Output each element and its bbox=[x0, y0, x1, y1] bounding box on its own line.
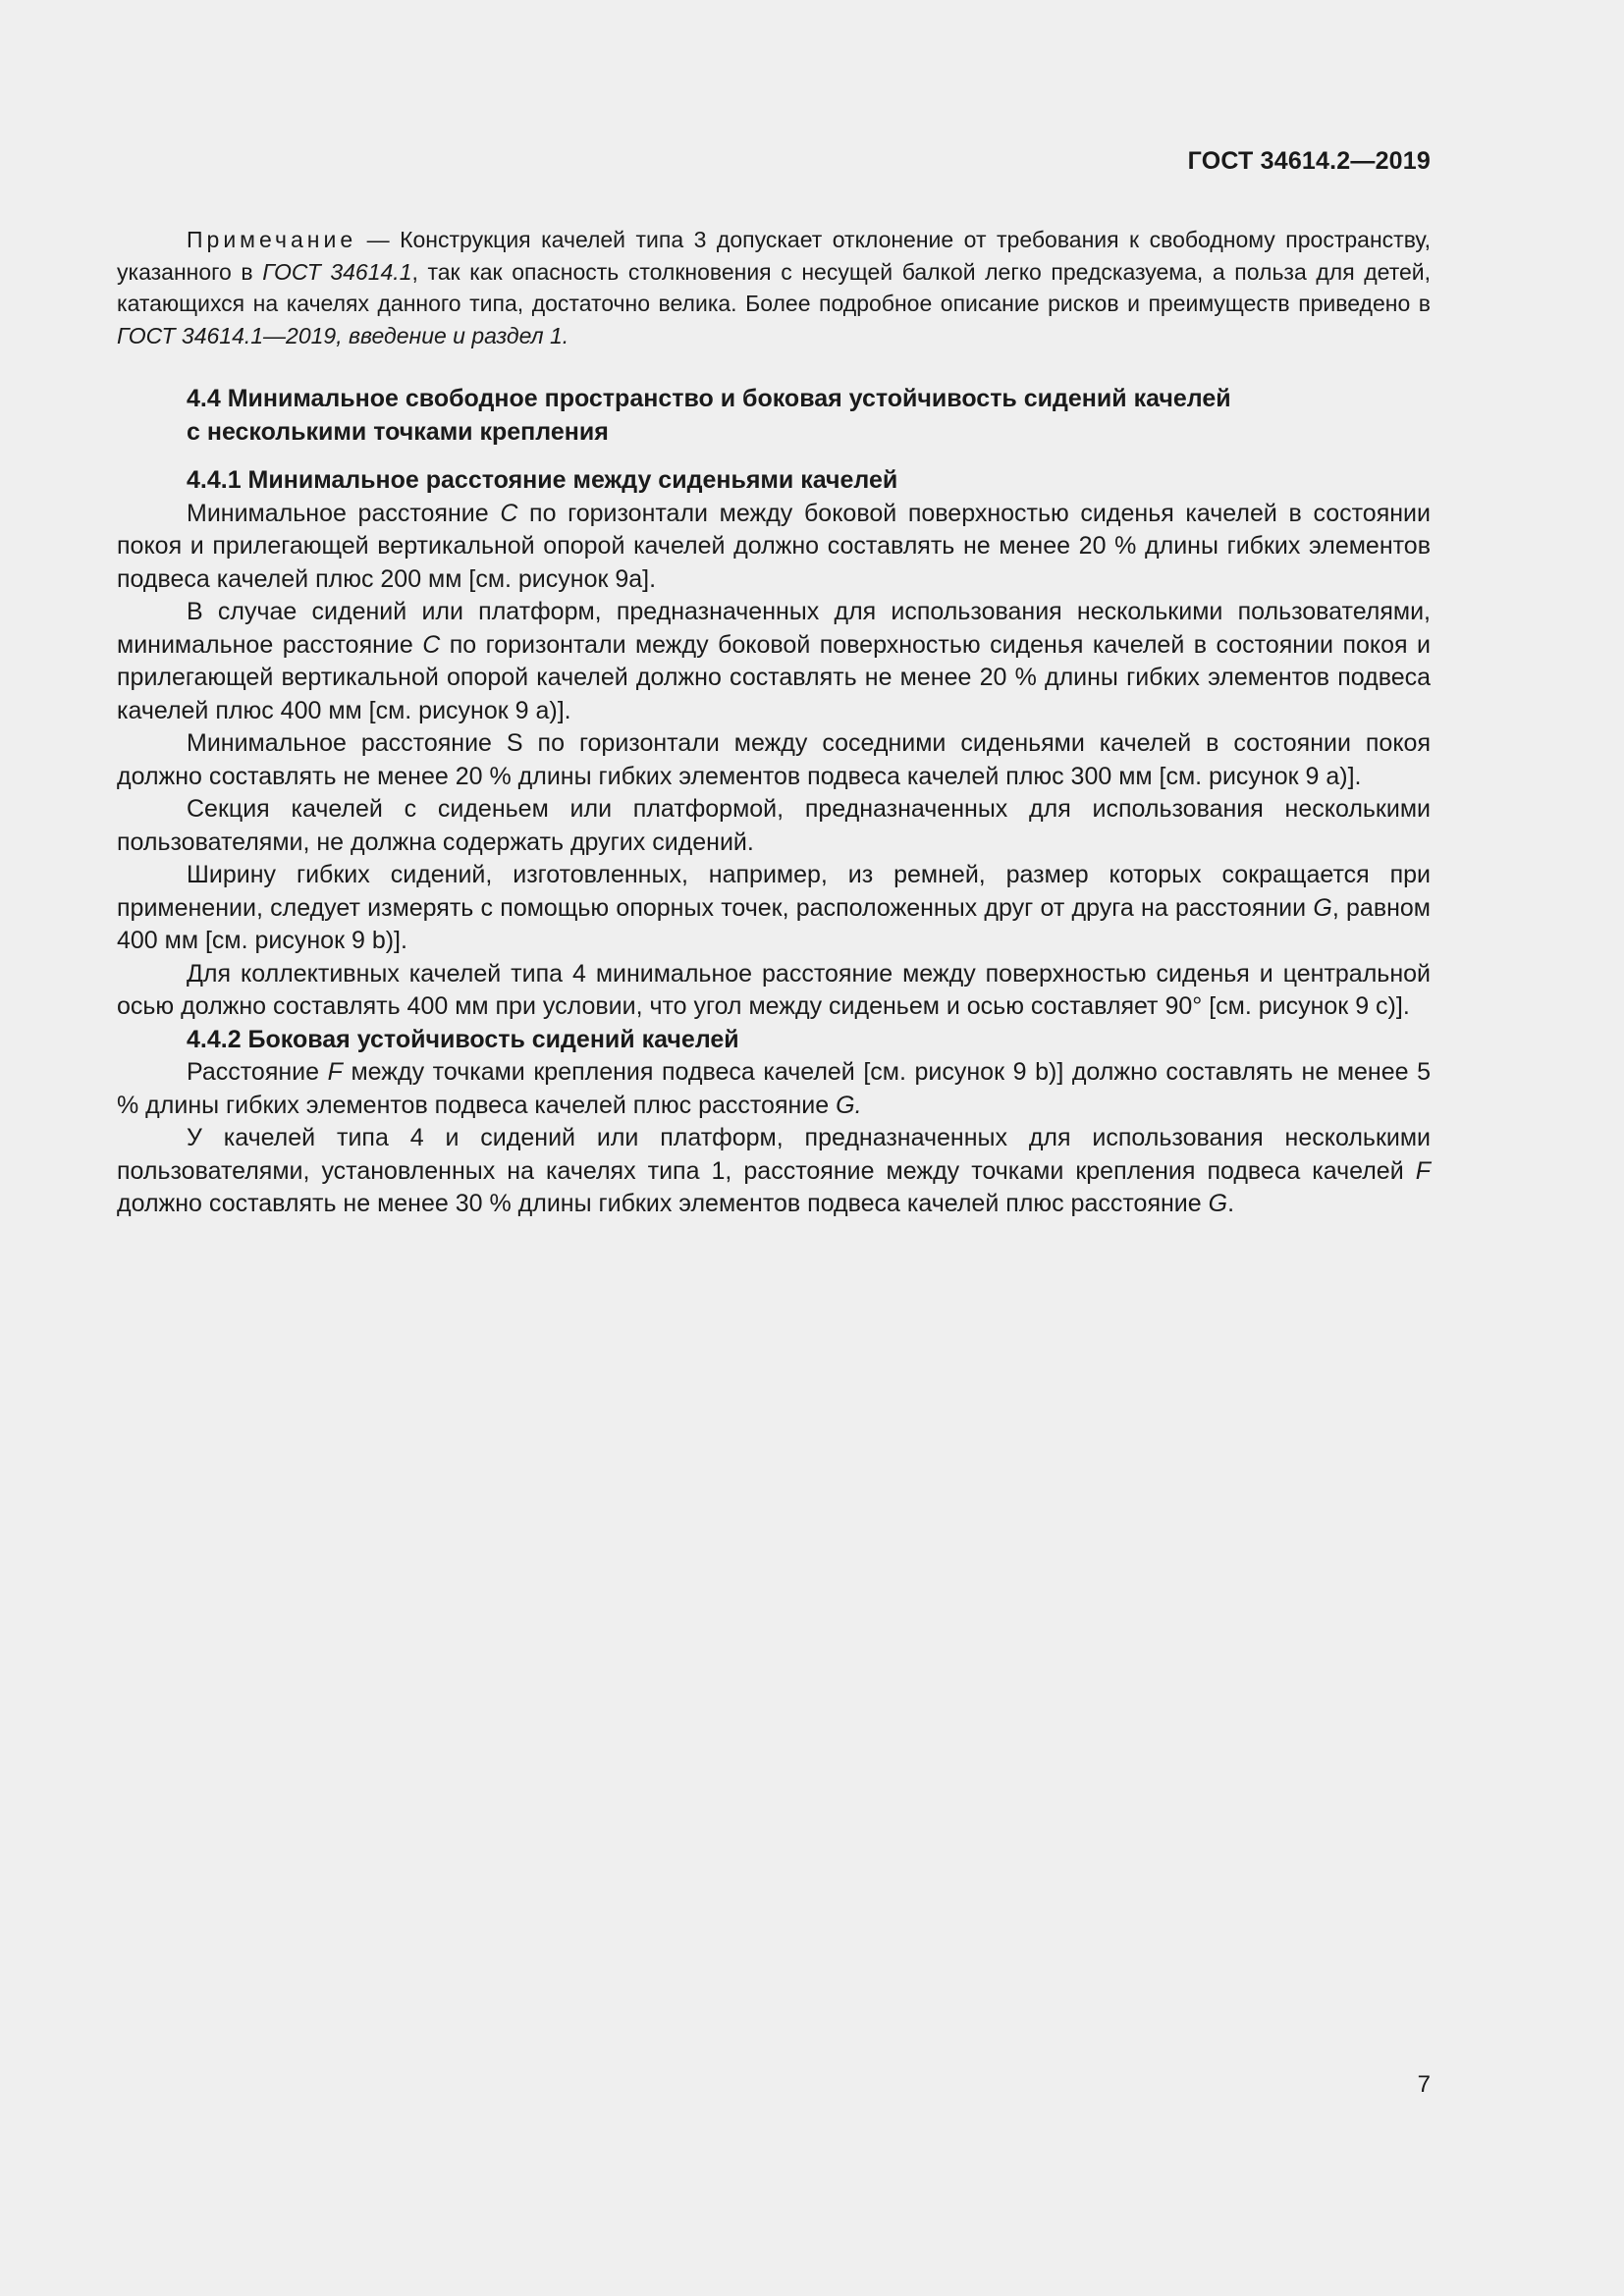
paragraph bbox=[117, 1056, 1431, 1122]
text: между точками крепления подвеса качелей [см. рисунок 9 b)] должно составлять не менее 5 % длины гибких элементов подвеса качелей плюс расстояние bbox=[117, 1058, 1431, 1119]
section-heading-line: с несколькими точками крепления bbox=[187, 418, 609, 446]
text: . bbox=[1227, 1190, 1235, 1217]
document-header: ГОСТ 34614.2—2019 bbox=[1187, 147, 1431, 175]
section-heading-line: 4.4 Минимальное свободное пространство и боковая устойчивость сидений качелей bbox=[187, 385, 1231, 412]
text: Минимальное расстояние bbox=[187, 499, 501, 527]
paragraph bbox=[117, 1122, 1431, 1221]
section-heading-4-4-1: 4.4.1 Минимальное расстояние между сиденьями качелей bbox=[187, 466, 898, 494]
text: Расстояние bbox=[187, 1058, 328, 1086]
paragraph bbox=[117, 859, 1431, 958]
text: по горизонтали между боковой поверхностью сиденья качелей в состоянии покоя и прилегающей вертикальной опорой качелей должно составлять не менее 20 % длины гибких элементов подвеса качелей плюс 400 мм [см. рисунок 9 а)]. bbox=[117, 630, 1431, 724]
text: должно составлять не менее 30 % длины гибких элементов подвеса качелей плюс расстояние bbox=[117, 1190, 1209, 1217]
text: В случае сидений или платформ, предназначенных для использования несколькими пользователями, минимальное расстояние bbox=[117, 598, 1431, 659]
text: по горизонтали между боковой поверхностью сиденья качелей в состоянии покоя и прилегающей вертикальной опорой качелей должно составлять не менее 20 % длины гибких элементов подвеса качелей плюс 200 мм [см. рисунок 9а]. bbox=[117, 499, 1431, 593]
variable: C bbox=[422, 630, 441, 659]
text: Ширину гибких сидений, изготовленных, например, из ремней, размер которых сокращается при применении, следует измерять с помощью опорных точек, расположенных друг от друга на расстоянии bbox=[117, 861, 1431, 922]
note-reference: ГОСТ 34614.1—2019, введение и раздел 1. bbox=[117, 322, 569, 348]
document-page bbox=[117, 0, 1431, 2296]
paragraph: Секция качелей с сиденьем или платформой, предназначенных для использования несколькими пользователями, не должна содержать других сидений. bbox=[117, 795, 1431, 856]
variable: C bbox=[500, 499, 518, 527]
paragraph bbox=[117, 498, 1431, 597]
note-text: — Конструкция качелей типа 3 допускает отклонение от требования к свободному пространству, указанного в bbox=[117, 227, 1431, 285]
note-text: , так как опасность столкновения с несущей балкой легко предсказуема, а польза для детей, катающихся на качелях данного типа, достаточно велика. Более подробное описание рисков и преимуществ приведено в bbox=[117, 258, 1431, 316]
variable: F bbox=[327, 1058, 343, 1086]
paragraph bbox=[117, 596, 1431, 727]
note-label: Примечание bbox=[187, 227, 357, 252]
variable: G bbox=[1208, 1190, 1228, 1217]
variable: G. bbox=[836, 1091, 862, 1119]
note-reference: ГОСТ 34614.1 bbox=[262, 258, 412, 285]
note-paragraph bbox=[117, 224, 1431, 351]
text: У качелей типа 4 и сидений или платформ, предназначенных для использования несколькими пользователями, установленных на качелях типа 1, расстояние между точками крепления подвеса качелей bbox=[117, 1124, 1431, 1185]
variable: G bbox=[1313, 893, 1332, 922]
section-heading-4-4-2: 4.4.2 Боковая устойчивость сидений качелей bbox=[187, 1025, 739, 1053]
paragraph: Для коллективных качелей типа 4 минимальное расстояние между поверхностью сиденья и центральной осью должно составлять 400 мм при условии, что угол между сиденьем и осью составляет 90° [см. рисунок 9 с)]. bbox=[117, 959, 1431, 1020]
variable: F bbox=[1415, 1156, 1431, 1185]
paragraph: Минимальное расстояние S по горизонтали между соседними сиденьями качелей в состоянии покоя должно составлять не менее 20 % длины гибких элементов подвеса качелей плюс 300 мм [см. рисунок 9 а)]. bbox=[117, 729, 1431, 790]
page-number: 7 bbox=[1417, 2071, 1431, 2098]
section-heading-4-4 bbox=[187, 382, 1394, 449]
text: , равном 400 мм [см. рисунок 9 b)]. bbox=[117, 893, 1431, 954]
main-content bbox=[117, 464, 1431, 1221]
